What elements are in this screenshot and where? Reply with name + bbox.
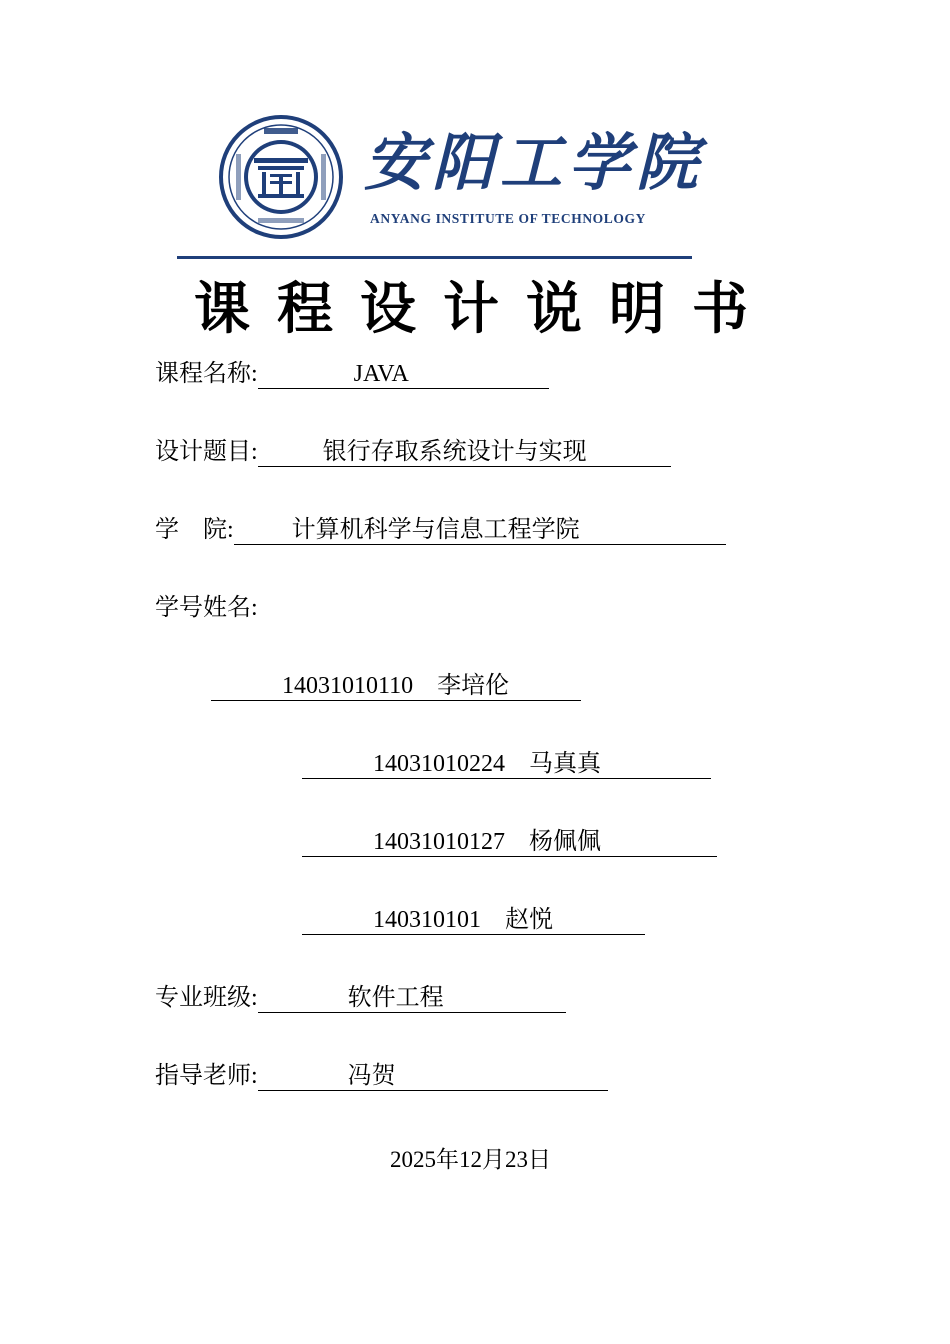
advisor-label: 指导老师:: [155, 1063, 258, 1089]
student-id: 14031010224: [373, 751, 505, 777]
student-name: 李培伦: [437, 673, 510, 699]
header-divider: [177, 256, 692, 259]
course-name-row: [155, 362, 549, 389]
student-row: [211, 674, 581, 701]
student-row: [302, 752, 711, 779]
course-name-value: JAVA: [258, 362, 549, 389]
school-seal-logo: [218, 114, 344, 240]
college-label: 学 院:: [155, 517, 234, 543]
advisor-value: 冯贺: [258, 1064, 608, 1091]
college-value: 计算机科学与信息工程学院: [234, 518, 726, 545]
design-topic-value: 银行存取系统设计与实现: [258, 440, 671, 467]
major-class-label: 专业班级:: [155, 985, 258, 1011]
course-name-label: 课程名称:: [155, 361, 258, 387]
major-class-row: [155, 986, 566, 1013]
student-row: [302, 908, 645, 935]
college-row: [155, 518, 726, 545]
student-id: 140310101: [373, 907, 481, 933]
document-title: 课程设计说明书: [194, 277, 775, 342]
student-id: 14031010127: [373, 829, 505, 855]
school-name-cn: 安阳工学院: [364, 126, 705, 199]
student-name: 赵悦: [505, 907, 553, 933]
document-date: 2025年12月23日: [390, 1147, 551, 1172]
school-name-en: ANYANG INSTITUTE OF TECHNOLOGY: [370, 211, 646, 226]
student-row: [302, 830, 717, 857]
students-label: 学号姓名:: [155, 595, 258, 621]
major-class-value: 软件工程: [258, 986, 566, 1013]
student-name: 杨佩佩: [529, 829, 601, 855]
design-topic-label: 设计题目:: [155, 439, 258, 465]
advisor-row: [155, 1064, 608, 1091]
student-name: 马真真: [529, 751, 601, 777]
design-topic-row: [155, 440, 671, 467]
student-id: 14031010110: [282, 673, 414, 699]
